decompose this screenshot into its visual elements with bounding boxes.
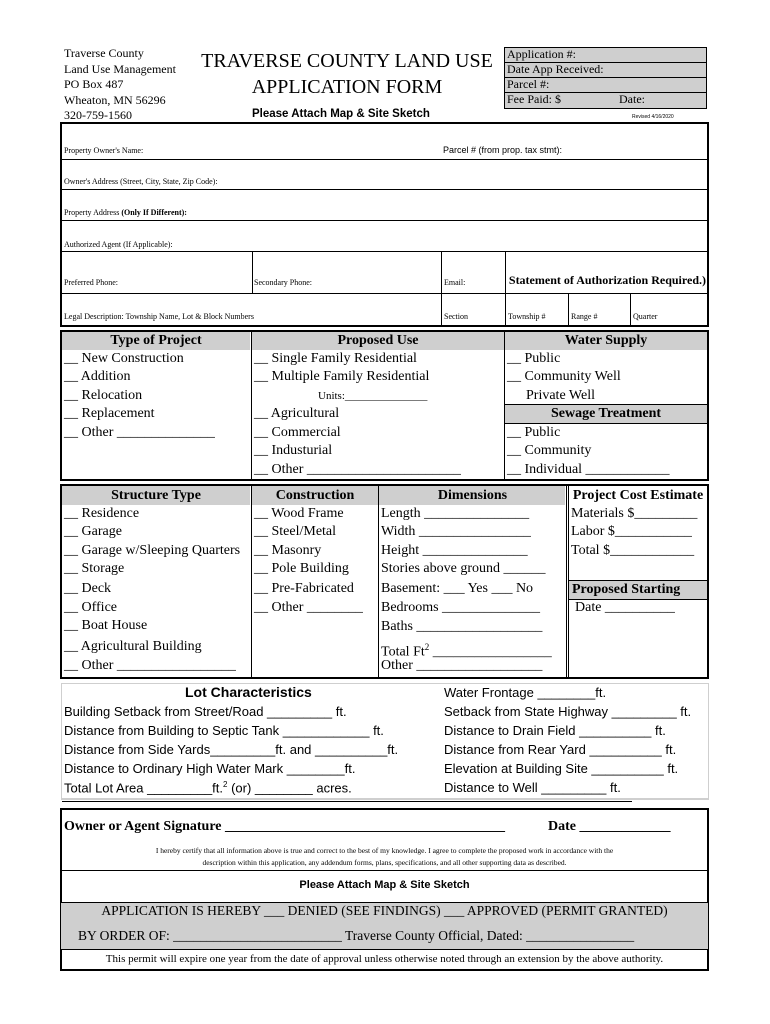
opt-project-other[interactable]: __ Other ______________	[64, 425, 215, 440]
title-line2: APPLICATION FORM	[251, 76, 443, 98]
order-of-line[interactable]: BY ORDER OF: _________________________ Traverse County Official, Dated: ________________	[78, 928, 635, 943]
opt-replacement[interactable]: __ Replacement	[64, 406, 155, 421]
office-city: Wheaton, MN 56296	[64, 92, 166, 107]
sewage-title: Sewage Treatment	[550, 406, 662, 421]
opt-boat-house[interactable]: __ Boat House	[64, 618, 148, 633]
street-setback-field[interactable]: Building Setback from Street/Road _________ ft.	[64, 704, 347, 719]
drain-field-distance-field[interactable]: Distance to Drain Field __________ ft.	[444, 723, 666, 738]
water-supply-title: Water Supply	[564, 333, 648, 348]
lot-area-sup: 2	[223, 780, 228, 789]
office-dept: Land Use Management	[64, 61, 176, 76]
lot-area-label: Total Lot Area _________ft.	[64, 780, 224, 796]
water-frontage-field[interactable]: Water Frontage ________ft.	[444, 685, 607, 700]
opt-sewage-public[interactable]: __ Public	[507, 425, 561, 440]
date-app-received: Date App Received:	[507, 62, 604, 76]
ohw-distance-field[interactable]: Distance to Ordinary High Water Mark ________ft.	[64, 761, 356, 776]
expiration-note: This permit will expire one year from the date of approval unless otherwise noted through an extension by the above authority.	[105, 953, 664, 965]
opt-agricultural[interactable]: __ Agricultural	[254, 406, 340, 421]
total-sqft-sup: 2	[424, 642, 430, 652]
signature-field[interactable]: Owner or Agent Signature ________________________________________	[64, 819, 506, 834]
form-title	[198, 48, 496, 100]
opt-steel-metal[interactable]: __ Steel/Metal	[254, 524, 337, 539]
legal-description-field[interactable]: Legal Description: Township Name, Lot & Block Numbers	[64, 312, 254, 321]
application-number: Application #:	[507, 47, 576, 61]
applicant-info-section	[60, 122, 709, 327]
opt-addition[interactable]: __ Addition	[64, 369, 131, 384]
opt-use-other[interactable]: __ Other ______________________	[254, 462, 461, 477]
office-phone: 320-759-1560	[64, 108, 132, 122]
preferred-phone-field[interactable]: Preferred Phone:	[64, 278, 118, 287]
range-field[interactable]: Range #	[571, 312, 598, 321]
opt-water-public[interactable]: __ Public	[507, 351, 561, 366]
rear-yard-field[interactable]: Distance from Rear Yard __________ ft.	[444, 742, 677, 757]
fee-paid: Fee Paid: $	[507, 92, 561, 106]
email-field[interactable]: Email:	[444, 278, 466, 287]
units-field[interactable]: Units:_______________	[318, 390, 428, 402]
parcel-tax-field[interactable]: Parcel # (from prop. tax stmt):	[443, 145, 563, 155]
total-sqft-label: Total Ft	[381, 644, 425, 660]
attach-sketch-note: Please Attach Map & Site Sketch	[299, 879, 470, 891]
revised-date: Revised 4/16/2020	[632, 114, 674, 120]
property-address-note: (Only If Different):	[121, 208, 187, 217]
page-subtitle: Please Attach Map & Site Sketch	[252, 108, 430, 120]
opt-private-well[interactable]: Private Well	[526, 388, 595, 403]
section-field[interactable]: Section	[444, 312, 468, 321]
property-address-label: Property Address	[64, 208, 122, 217]
lot-title: Lot Characteristics	[185, 684, 312, 700]
secondary-phone-field[interactable]: Secondary Phone:	[254, 278, 312, 287]
height-field[interactable]: Height _______________	[381, 543, 528, 558]
fee-date: Date:	[619, 92, 645, 106]
total-sqft-blank: _________________	[429, 644, 552, 660]
side-yards-field[interactable]: Distance from Side Yards_________ft. and __________ft.	[64, 742, 399, 757]
property-address-field[interactable]	[64, 208, 187, 217]
township-field[interactable]: Township #	[508, 312, 546, 321]
start-date-field[interactable]: Date __________	[575, 600, 675, 615]
office-parcel: Parcel #:	[507, 77, 550, 91]
opt-sewage-individual[interactable]: __ Individual ____________	[507, 462, 670, 477]
proposed-use-title: Proposed Use	[337, 333, 419, 348]
construction-title: Construction	[275, 488, 355, 503]
office-address	[64, 46, 176, 124]
approval-status-line[interactable]: APPLICATION IS HEREBY ___ DENIED (SEE FINDINGS) ___ APPROVED (PERMIT GRANTED)	[101, 903, 668, 918]
width-field[interactable]: Width ________________	[381, 524, 531, 539]
signature-date-field[interactable]: Date _____________	[548, 819, 671, 834]
bedrooms-field[interactable]: Bedrooms ______________	[381, 600, 541, 615]
length-field[interactable]: Length _______________	[381, 506, 530, 521]
opt-sewage-community[interactable]: __ Community	[507, 443, 592, 458]
structure-type-title: Structure Type	[111, 488, 201, 503]
office-po: PO Box 487	[64, 77, 124, 91]
highway-setback-field[interactable]: Setback from State Highway _________ ft.	[444, 704, 692, 719]
owner-address-field[interactable]: Owner's Address (Street, City, State, Zip Code):	[64, 177, 218, 186]
opt-new-construction[interactable]: __ New Construction	[64, 351, 184, 366]
proposed-starting-title: Proposed Starting	[572, 582, 681, 597]
dimensions-title: Dimensions	[437, 488, 508, 503]
certification-text	[61, 845, 708, 869]
opt-industrial[interactable]: __ Industurial	[254, 443, 333, 458]
opt-community-well[interactable]: __ Community Well	[507, 369, 621, 384]
opt-garage[interactable]: __ Garage	[64, 524, 122, 539]
opt-office[interactable]: __ Office	[64, 600, 117, 615]
dimension-other-field[interactable]: Other __________________	[381, 658, 543, 673]
authorized-agent-field[interactable]: Authorized Agent (If Applicable):	[64, 240, 173, 249]
labor-field[interactable]: Labor $___________	[571, 524, 692, 539]
lot-area-acres: (or) ________ acres.	[227, 780, 352, 796]
owner-name-field[interactable]: Property Owner's Name:	[64, 146, 144, 155]
opt-pole-building[interactable]: __ Pole Building	[254, 561, 349, 576]
certification-line1: I hereby certify that all information above is true and correct to the best of my knowledge. I agree to complete the proposed work in accordance with the	[155, 846, 614, 855]
elevation-field[interactable]: Elevation at Building Site __________ ft.	[444, 761, 679, 776]
opt-pre-fabricated[interactable]: __ Pre-Fabricated	[254, 581, 354, 596]
cost-estimate-title: Project Cost Estimate	[572, 488, 704, 503]
opt-agricultural-building[interactable]: __ Agricultural Building	[64, 639, 202, 654]
certification-line2: description within this application, any addendum forms, plans, specifications, and all other supporting data as described.	[202, 858, 567, 867]
opt-deck[interactable]: __ Deck	[64, 581, 112, 596]
opt-garage-sleeping[interactable]: __ Garage w/Sleeping Quarters	[64, 543, 241, 558]
total-cost-field[interactable]: Total $____________	[571, 543, 695, 558]
basement-field[interactable]: Basement: ___ Yes ___ No	[381, 581, 534, 596]
stories-field[interactable]: Stories above ground ______	[381, 561, 546, 576]
office-name: Traverse County	[64, 46, 144, 60]
septic-distance-field[interactable]: Distance from Building to Septic Tank ____________ ft.	[64, 723, 384, 738]
opt-construction-other[interactable]: __ Other ________	[254, 600, 363, 615]
opt-storage[interactable]: __ Storage	[64, 561, 125, 576]
quarter-field[interactable]: Quarter	[633, 312, 658, 321]
opt-residence[interactable]: __ Residence	[64, 506, 140, 521]
opt-masonry[interactable]: __ Masonry	[254, 543, 322, 558]
materials-field[interactable]: Materials $_________	[571, 506, 698, 521]
title-line1: TRAVERSE COUNTY LAND USE	[201, 50, 493, 72]
project-type-title: Type of Project	[110, 333, 202, 348]
opt-single-family[interactable]: __ Single Family Residential	[254, 351, 417, 366]
opt-multiple-family[interactable]: __ Multiple Family Residential	[254, 369, 430, 384]
opt-commercial[interactable]: __ Commercial	[254, 425, 341, 440]
opt-wood-frame[interactable]: __ Wood Frame	[254, 506, 344, 521]
opt-structure-other[interactable]: __ Other _________________	[64, 658, 236, 673]
opt-relocation[interactable]: __ Relocation	[64, 388, 143, 403]
baths-field[interactable]: Baths __________________	[381, 619, 543, 634]
authorization-note: Statement of Authorization Required.)	[508, 273, 706, 287]
lot-area-field[interactable]	[64, 780, 352, 795]
well-distance-field[interactable]: Distance to Well _________ ft.	[444, 780, 621, 795]
